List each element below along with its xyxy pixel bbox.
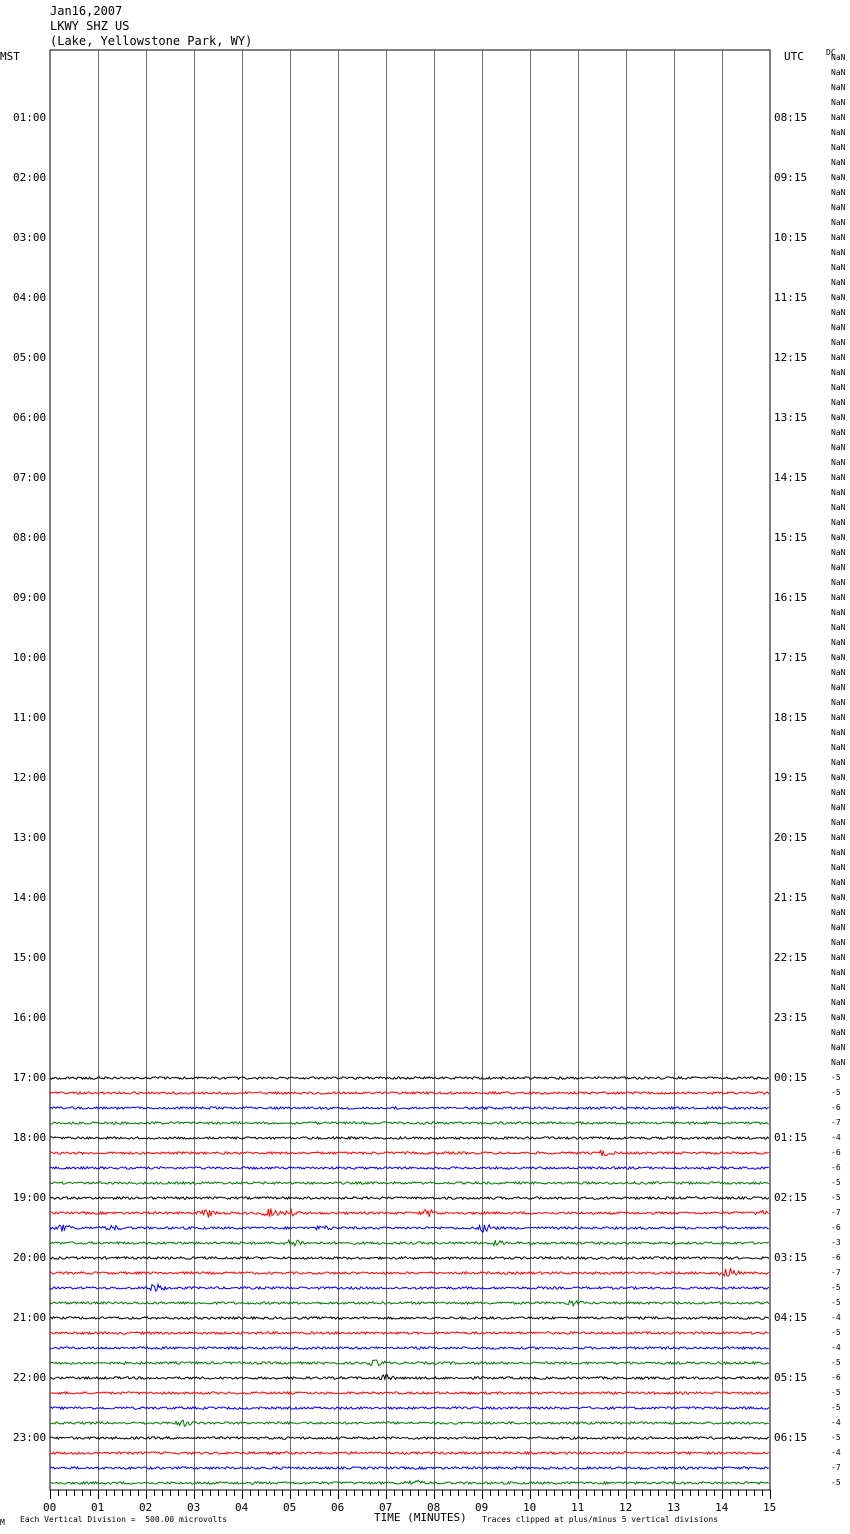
dc-offset-nan: NaN	[831, 608, 846, 617]
right-timezone-label: UTC	[784, 50, 804, 63]
dc-offset-nan: NaN	[831, 833, 846, 842]
left-hour-label: 16:00	[13, 1011, 47, 1024]
dc-offset-value: -6	[831, 1163, 841, 1172]
dc-offset-nan: NaN	[831, 323, 846, 332]
x-axis	[51, 1490, 771, 1499]
right-hour-label: 15:15	[774, 531, 808, 544]
trace-row-90	[50, 1407, 769, 1409]
dc-offset-nan: NaN	[831, 53, 846, 62]
dc-offset-nan: NaN	[831, 923, 846, 932]
trace-row-76	[50, 1197, 769, 1199]
dc-offset-nan: NaN	[831, 413, 846, 422]
station-location: (Lake, Yellowstone Park, WY)	[50, 34, 253, 48]
x-tick-label: 14	[715, 1501, 729, 1514]
trace-row-69	[50, 1092, 769, 1094]
dc-offset-nan: NaN	[831, 818, 846, 827]
trace-row-95	[50, 1480, 769, 1484]
dc-offset-nan: NaN	[831, 653, 846, 662]
dc-offset-nan: NaN	[831, 668, 846, 677]
dc-offset-nan: NaN	[831, 428, 846, 437]
x-tick-label: 11	[571, 1501, 585, 1514]
x-tick-label: 08	[427, 1501, 441, 1514]
right-hour-label: 10:15	[774, 231, 808, 244]
x-tick-label: 01	[91, 1501, 105, 1514]
dc-offset-nan: NaN	[831, 728, 846, 737]
dc-offset-value: -6	[831, 1253, 841, 1262]
trace-row-93	[50, 1452, 769, 1454]
dc-offset-nan: NaN	[831, 188, 846, 197]
trace-row-85	[50, 1332, 769, 1334]
right-hour-label: 18:15	[774, 711, 808, 724]
dc-offset-value: -7	[831, 1208, 841, 1217]
dc-offset-value: -5	[831, 1088, 841, 1097]
dc-offset-value: -6	[831, 1373, 841, 1382]
dc-offset-nan: NaN	[831, 398, 846, 407]
trace-row-70	[50, 1107, 769, 1109]
dc-offset-nan: NaN	[831, 878, 846, 887]
dc-offset-nan: NaN	[831, 713, 846, 722]
dc-offset-value: -5	[831, 1178, 841, 1187]
dc-offset-value: -5	[831, 1298, 841, 1307]
dc-offset-nan: NaN	[831, 578, 846, 587]
dc-offset-nan: NaN	[831, 113, 846, 122]
left-hour-label: 01:00	[13, 111, 47, 124]
dc-offset-nan: NaN	[831, 488, 846, 497]
x-tick-label: 00	[43, 1501, 57, 1514]
dc-offset-nan: NaN	[831, 173, 846, 182]
x-tick-label: 07	[379, 1501, 393, 1514]
dc-offset-nan: NaN	[831, 863, 846, 872]
dc-offset-nan: NaN	[831, 1028, 846, 1037]
left-hour-label: 17:00	[13, 1071, 47, 1084]
left-hour-label: 12:00	[13, 771, 47, 784]
dc-offset-nan: NaN	[831, 683, 846, 692]
dc-offset-value: -7	[831, 1268, 841, 1277]
left-hour-label: 06:00	[13, 411, 47, 424]
dc-offset-value: -6	[831, 1103, 841, 1112]
dc-offset-nan: NaN	[831, 533, 846, 542]
x-tick-label: 05	[283, 1501, 297, 1514]
dc-offset-nan: NaN	[831, 308, 846, 317]
dc-offset-nan: NaN	[831, 368, 846, 377]
dc-offset-nan: NaN	[831, 623, 846, 632]
dc-offset-nan: NaN	[831, 503, 846, 512]
dc-offset-value: -5	[831, 1073, 841, 1082]
dc-offset-nan: NaN	[831, 98, 846, 107]
x-tick-label: 12	[619, 1501, 633, 1514]
right-hour-label: 05:15	[774, 1371, 808, 1384]
trace-row-72	[50, 1137, 769, 1139]
right-hour-label: 11:15	[774, 291, 808, 304]
right-hour-label: 14:15	[774, 471, 808, 484]
dc-offset-nan: NaN	[831, 128, 846, 137]
x-tick-label: 04	[235, 1501, 249, 1514]
dc-offset-nan: NaN	[831, 278, 846, 287]
dc-offset-value: -5	[831, 1328, 841, 1337]
dc-offset-nan: NaN	[831, 773, 846, 782]
dc-offset-value: -4	[831, 1133, 841, 1142]
left-hour-label: 23:00	[13, 1431, 47, 1444]
dc-offset-header: DC	[826, 48, 836, 57]
left-timezone-label: MST	[0, 50, 20, 63]
trace-row-78	[50, 1225, 769, 1232]
left-hour-label: 09:00	[13, 591, 47, 604]
dc-offset-nan: NaN	[831, 983, 846, 992]
dc-offset-nan: NaN	[831, 758, 846, 767]
trace-row-83	[50, 1301, 769, 1306]
left-hour-label: 07:00	[13, 471, 47, 484]
x-tick-label: 09	[475, 1501, 489, 1514]
left-hour-label: 20:00	[13, 1251, 47, 1264]
clip-note: Traces clipped at plus/minus 5 vertical divisions	[482, 1515, 719, 1524]
left-hour-label: 18:00	[13, 1131, 47, 1144]
x-tick-label: 06	[331, 1501, 345, 1514]
trace-row-77	[50, 1209, 769, 1218]
plot-date: Jan16,2007	[50, 4, 123, 18]
dc-offset-nan: NaN	[831, 788, 846, 797]
dc-offset-value: -4	[831, 1418, 841, 1427]
left-hour-label: 02:00	[13, 171, 47, 184]
right-hour-label: 21:15	[774, 891, 808, 904]
left-hour-label: 15:00	[13, 951, 47, 964]
dc-offset-nan: NaN	[831, 248, 846, 257]
right-hour-label: 03:15	[774, 1251, 808, 1264]
dc-offset-nan: NaN	[831, 1043, 846, 1052]
dc-offset-nan: NaN	[831, 593, 846, 602]
dc-offset-value: -3	[831, 1238, 841, 1247]
dc-offset-nan: NaN	[831, 638, 846, 647]
trace-row-87	[50, 1360, 769, 1366]
dc-offset-nan: NaN	[831, 803, 846, 812]
left-hour-label: 13:00	[13, 831, 47, 844]
dc-offset-value: -7	[831, 1463, 841, 1472]
dc-offset-nan: NaN	[831, 158, 846, 167]
dc-offset-nan: NaN	[831, 293, 846, 302]
dc-offset-nan: NaN	[831, 143, 846, 152]
dc-offset-nan: NaN	[831, 548, 846, 557]
right-hour-label: 02:15	[774, 1191, 808, 1204]
dc-offset-value: -5	[831, 1478, 841, 1487]
dc-offset-nan: NaN	[831, 743, 846, 752]
dc-offset-nan: NaN	[831, 968, 846, 977]
trace-row-89	[50, 1392, 769, 1394]
trace-row-92	[50, 1437, 769, 1439]
right-hour-label: 19:15	[774, 771, 808, 784]
dc-offset-nan: NaN	[831, 353, 846, 362]
trace-row-80	[50, 1257, 769, 1259]
station-code: LKWY SHZ US	[50, 19, 130, 33]
right-hour-label: 01:15	[774, 1131, 808, 1144]
trace-row-68	[50, 1077, 769, 1079]
dc-offset-nan: NaN	[831, 218, 846, 227]
corner-mark: M	[0, 1518, 5, 1527]
left-hour-label: 19:00	[13, 1191, 47, 1204]
dc-offset-value: -5	[831, 1433, 841, 1442]
x-tick-label: 10	[523, 1501, 537, 1514]
dc-offset-nan: NaN	[831, 938, 846, 947]
left-hour-label: 10:00	[13, 651, 47, 664]
right-hour-label: 20:15	[774, 831, 808, 844]
dc-offset-nan: NaN	[831, 1058, 846, 1067]
left-hour-label: 08:00	[13, 531, 47, 544]
dc-offset-nan: NaN	[831, 383, 846, 392]
vertical-division-note: Each Vertical Division = 500.00 microvolts	[20, 1515, 228, 1524]
left-hour-label: 14:00	[13, 891, 47, 904]
right-hour-label: 13:15	[774, 411, 808, 424]
seismic-traces	[50, 1077, 769, 1484]
right-hour-label: 06:15	[774, 1431, 808, 1444]
x-tick-label: 02	[139, 1501, 153, 1514]
dc-offset-nan: NaN	[831, 563, 846, 572]
dc-offset-value: -5	[831, 1358, 841, 1367]
left-hour-label: 21:00	[13, 1311, 47, 1324]
dc-offset-nan: NaN	[831, 1013, 846, 1022]
dc-offset-value: -6	[831, 1223, 841, 1232]
trace-row-86	[50, 1347, 769, 1349]
trace-row-88	[50, 1375, 769, 1380]
dc-offset-value: -4	[831, 1313, 841, 1322]
trace-row-84	[50, 1317, 769, 1319]
dc-offset-nan: NaN	[831, 518, 846, 527]
dc-offset-value: -5	[831, 1388, 841, 1397]
right-hour-label: 16:15	[774, 591, 808, 604]
dc-offset-nan: NaN	[831, 458, 846, 467]
dc-offset-nan: NaN	[831, 443, 846, 452]
right-hour-label: 17:15	[774, 651, 808, 664]
dc-offset-nan: NaN	[831, 338, 846, 347]
dc-offset-nan: NaN	[831, 893, 846, 902]
right-hour-label: 12:15	[774, 351, 808, 364]
trace-row-75	[50, 1182, 769, 1184]
x-tick-label: 13	[667, 1501, 681, 1514]
dc-offset-nan: NaN	[831, 233, 846, 242]
trace-row-81	[50, 1268, 769, 1276]
left-hour-label: 05:00	[13, 351, 47, 364]
left-hour-label: 03:00	[13, 231, 47, 244]
trace-row-82	[50, 1284, 769, 1291]
dc-offset-nan: NaN	[831, 908, 846, 917]
dc-offset-nan: NaN	[831, 698, 846, 707]
trace-row-94	[50, 1467, 769, 1469]
dc-offset-nan: NaN	[831, 953, 846, 962]
dc-offset-value: -6	[831, 1148, 841, 1157]
trace-row-91	[50, 1420, 769, 1426]
dc-offset-value: -5	[831, 1403, 841, 1412]
dc-offset-nan: NaN	[831, 83, 846, 92]
dc-offset-nan: NaN	[831, 848, 846, 857]
dc-offset-nan: NaN	[831, 473, 846, 482]
left-hour-label: 04:00	[13, 291, 47, 304]
right-hour-label: 09:15	[774, 171, 808, 184]
dc-offset-nan: NaN	[831, 68, 846, 77]
dc-offset-value: -7	[831, 1118, 841, 1127]
dc-offset-nan: NaN	[831, 263, 846, 272]
right-hour-label: 04:15	[774, 1311, 808, 1324]
right-hour-label: 08:15	[774, 111, 808, 124]
dc-offset-value: -4	[831, 1343, 841, 1352]
right-hour-label: 22:15	[774, 951, 808, 964]
trace-row-79	[50, 1240, 769, 1246]
dc-offset-nan: NaN	[831, 203, 846, 212]
dc-offset-value: -5	[831, 1283, 841, 1292]
trace-row-73	[50, 1151, 769, 1156]
left-hour-label: 11:00	[13, 711, 47, 724]
right-hour-label: 23:15	[774, 1011, 808, 1024]
dc-offset-value: -4	[831, 1448, 841, 1457]
x-axis-title: TIME (MINUTES)	[374, 1511, 467, 1524]
dc-offset-nan: NaN	[831, 998, 846, 1007]
trace-row-71	[50, 1122, 769, 1124]
x-tick-label: 03	[187, 1501, 201, 1514]
x-tick-label: 15	[763, 1501, 777, 1514]
right-hour-label: 00:15	[774, 1071, 808, 1084]
left-hour-label: 22:00	[13, 1371, 47, 1384]
trace-row-74	[50, 1167, 769, 1169]
dc-offset-value: -5	[831, 1193, 841, 1202]
